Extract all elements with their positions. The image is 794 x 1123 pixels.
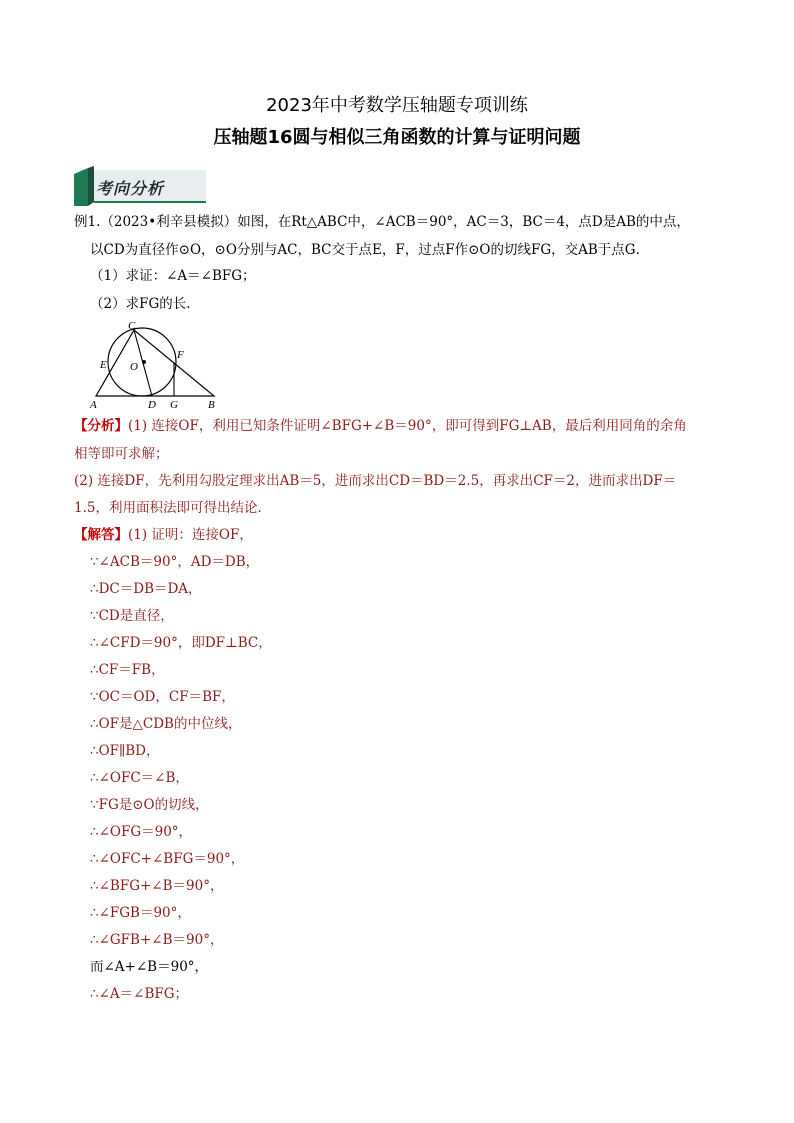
solution-step: ∵CD是直径， [90,608,174,624]
triangle-abc [96,330,214,396]
section-banner-label: 考向分析 [96,179,165,198]
question-1: （1）求证：∠A＝∠BFG； [90,268,256,284]
solution-step: ∴∠BFG+∠B＝90°， [90,878,224,894]
geometry-figure [88,318,228,410]
analysis-line-4: 1.5，利用面积法即可得出结论． [74,500,271,516]
question-2: （2）求FG的长． [90,296,200,312]
document-subtitle: 压轴题16圆与相似三角函数的计算与证明问题 [213,127,581,148]
solution-step: ∴OF∥BD， [90,743,160,759]
solution-step: ∵∠ACB＝90°，AD＝DB， [90,554,260,570]
label-o: O [130,361,138,373]
solution-step: ∵OC＝OD，CF＝BF， [90,689,235,705]
solution-step: ∴∠OFC+∠BFG＝90°， [90,851,245,867]
analysis-tag: 【分析】 [74,418,128,434]
solution-step: ∴∠A＝∠BFG； [90,986,189,1002]
analysis-line-1 [74,416,734,436]
analysis-line-2: 相等即可求解； [74,446,169,462]
solution-step: ∴∠OFG＝90°， [90,824,193,840]
solution-step: ∴∠FGB＝90°， [90,905,191,921]
problem-line-2: 以CD为直径作⊙O，⊙O分别与AC，BC交于点E，F，过点F作⊙O的切线FG，交AB于点G． [90,242,650,258]
center-point-o [142,360,146,364]
analysis-line-3: (2) 连接DF，先利用勾股定理求出AB＝5，进而求出CD＝BD＝2.5，再求出CF＝2，进而求出DF＝ [74,473,677,489]
solution-text-1: (1) 证明：连接OF， [128,527,253,543]
label-e: E [100,359,107,371]
label-b: B [208,399,215,410]
label-a: A [90,399,97,410]
solution-step: ∵FG是⊙O的切线， [90,797,209,813]
solution-line-1 [74,525,734,545]
solution-step: ∴CF＝FB， [90,662,165,678]
solution-tag: 【解答】 [74,527,128,543]
label-d: D [148,399,156,410]
label-f: F [177,349,184,361]
document-title: 2023年中考数学压轴题专项训练 [266,95,528,116]
solution-step: ∴∠CFD＝90°，即DF⊥BC， [90,635,272,651]
solution-step: ∴OF是△CDB的中位线， [90,716,242,732]
label-g: G [170,399,178,410]
label-c: C [128,320,136,332]
solution-step: ∴∠GFB+∠B＝90°， [90,932,224,948]
solution-step: 而∠A+∠B＝90°， [90,959,209,975]
analysis-text-1: (1) 连接OF，利用已知条件证明∠BFG+∠B＝90°，即可得到FG⊥AB，最后利用同角的余角 [128,418,687,434]
solution-step: ∴DC＝DB＝DA， [90,581,202,597]
solution-step: ∴∠OFC＝∠B， [90,770,189,786]
problem-line-1: 例1.（2023•利辛县模拟）如图，在Rt△ABC中，∠ACB＝90°，AC＝3，BC＝4，点D是AB的中点， [74,214,690,230]
